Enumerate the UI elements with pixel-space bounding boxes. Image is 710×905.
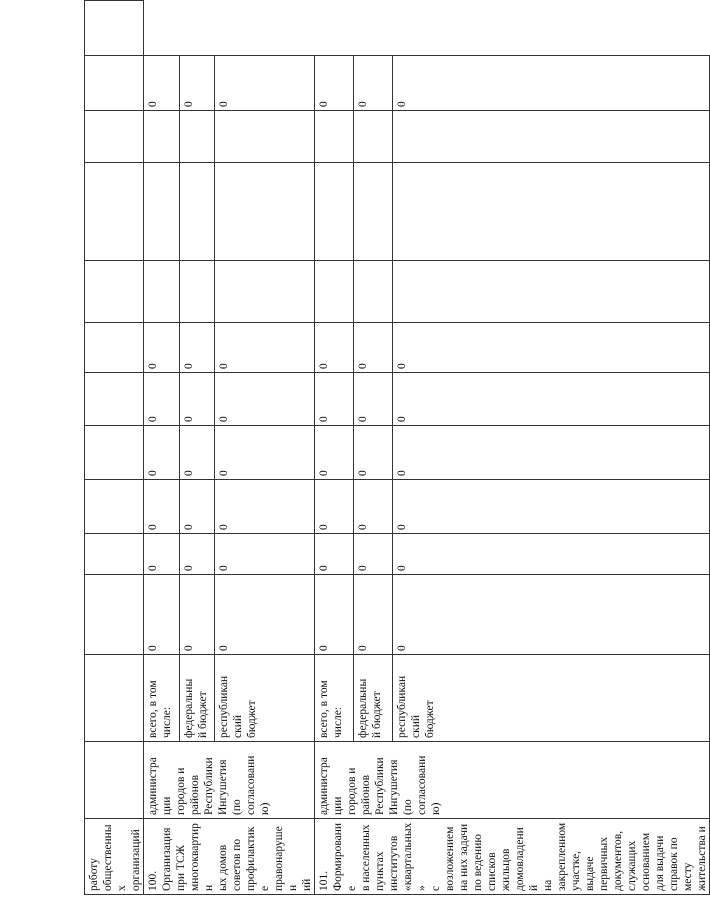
value-cell: 0 [315, 56, 354, 111]
value-cell [144, 261, 180, 323]
value-cell: 0 [354, 426, 393, 480]
value-cell: 0 [393, 426, 710, 480]
value-cell: 0 [393, 373, 710, 426]
value-cell [354, 111, 393, 163]
value-cell: 0 [315, 534, 354, 575]
cell-group0-tail: работу общественных организаций [85, 819, 144, 895]
table-row [144, 1, 180, 895]
value-cell: 0 [315, 373, 354, 426]
value-cell [354, 163, 393, 261]
value-cell [144, 163, 180, 261]
value-cell: 0 [179, 426, 215, 480]
value-cell [215, 163, 315, 261]
value-cell: 0 [215, 534, 315, 575]
value-cell: 0 [354, 480, 393, 534]
source-label-cell: федеральны й бюджет [179, 655, 215, 742]
value-cell: 0 [215, 56, 315, 111]
value-cell [179, 111, 215, 163]
source-label-cell: всего, в том числе: [315, 655, 354, 742]
value-cell [179, 261, 215, 323]
value-cell [215, 261, 315, 323]
row-executor-cell: администра ции городов и районов Республики Ингушетия (по согласовани ю) [144, 742, 315, 819]
value-cell [354, 261, 393, 323]
value-cell [144, 111, 180, 163]
table-row-group-header [85, 1, 144, 895]
value-cell [315, 111, 354, 163]
value-cell [215, 111, 315, 163]
value-cell: 0 [354, 534, 393, 575]
value-cell [393, 163, 710, 261]
table-row [315, 1, 354, 895]
row-title-cell: 100. Организация при ТСЖ многоквартирн ых домов советов по профилактике правонарушен ий [144, 819, 315, 895]
source-label-cell: всего, в том числе: [144, 655, 180, 742]
value-cell: 0 [393, 534, 710, 575]
value-cell: 0 [215, 323, 315, 373]
value-cell: 0 [315, 426, 354, 480]
value-cell [315, 261, 354, 323]
row-executor-cell: администра ции городов и районов Республики Ингушетия (по согласовани ю) [315, 742, 710, 819]
value-cell: 0 [315, 323, 354, 373]
budget-table [84, 0, 710, 895]
value-cell: 0 [315, 575, 354, 655]
value-cell: 0 [354, 575, 393, 655]
value-cell [393, 111, 710, 163]
value-cell: 0 [393, 480, 710, 534]
value-cell: 0 [393, 323, 710, 373]
value-cell: 0 [215, 373, 315, 426]
source-label-cell: федеральны й бюджет [354, 655, 393, 742]
source-label-cell: республикан ский бюджет [393, 655, 710, 742]
value-cell: 0 [354, 373, 393, 426]
value-cell: 0 [315, 480, 354, 534]
value-cell: 0 [144, 56, 180, 111]
value-cell: 0 [179, 373, 215, 426]
source-label-cell: республикан ский бюджет [215, 655, 315, 742]
value-cell [315, 163, 354, 261]
value-cell: 0 [179, 534, 215, 575]
value-cell: 0 [144, 426, 180, 480]
value-cell: 0 [354, 56, 393, 111]
value-cell: 0 [144, 480, 180, 534]
row-title-cell: 101. Формирование в населенных пунктах институтов «квартальных» с возложением на них задачи по ведению списков жильцов домовладений на закрепленном участке, выдаче первичных документов, служащих основанием для выдачи справок по месту жительства и [315, 819, 710, 895]
value-cell: 0 [179, 575, 215, 655]
value-cell: 0 [144, 323, 180, 373]
value-cell: 0 [215, 575, 315, 655]
value-cell: 0 [144, 575, 180, 655]
value-cell: 0 [179, 56, 215, 111]
value-cell: 0 [393, 56, 710, 111]
value-cell: 0 [144, 373, 180, 426]
value-cell: 0 [179, 480, 215, 534]
value-cell [179, 163, 215, 261]
value-cell: 0 [354, 323, 393, 373]
value-cell: 0 [144, 534, 180, 575]
value-cell: 0 [215, 480, 315, 534]
value-cell: 0 [393, 575, 710, 655]
value-cell: 0 [215, 426, 315, 480]
value-cell [393, 261, 710, 323]
value-cell: 0 [179, 323, 215, 373]
